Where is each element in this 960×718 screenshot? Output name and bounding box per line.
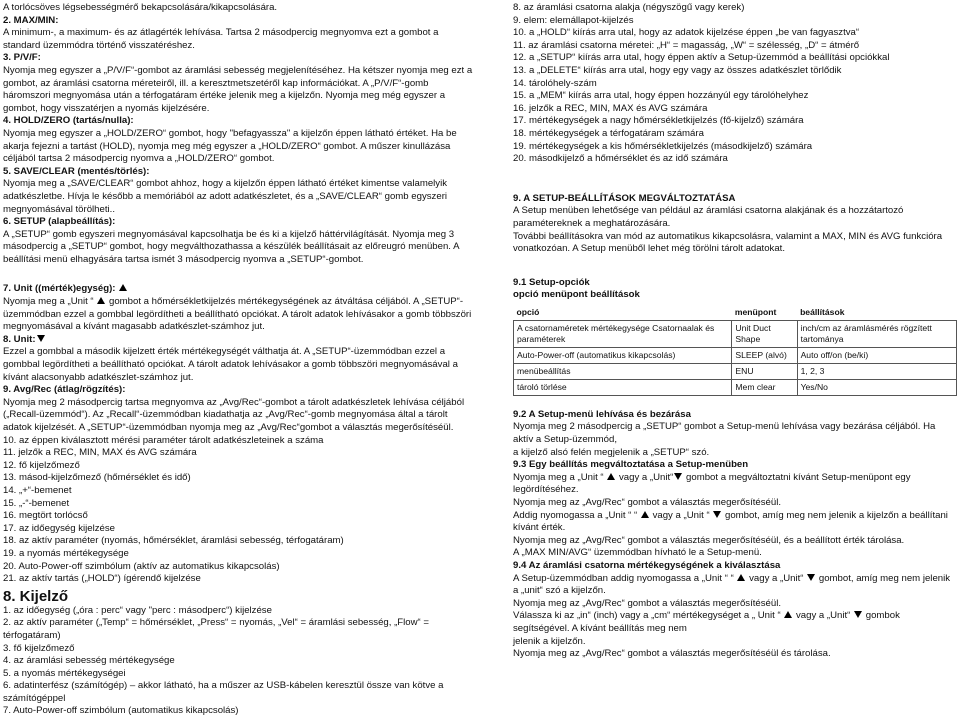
- channel-unit-step: Nyomja meg az „Avg/Rec“ gombot a választás megerősítéséül.: [513, 597, 782, 609]
- setup-change-step: A „MAX MIN/AVG“ üzemmódban hívható le a Setup-menü.: [513, 547, 762, 559]
- setup-open-close-text-2: a kijelző alsó felén megjelenik a „SETUP“ szó.: [513, 446, 710, 458]
- section-4-text: Nyomja meg egyszer a „HOLD/ZERO“ gombot, hogy "befagyassza" a kijelzőn éppen látható értéket. Ha be akarja fejezni a tartást (HOLD), nyomja meg még egyszer a „HOLD/ZERO“ gombot. A műszer kinullázása céljából tartsa 2 másodpercig nyomva a „HOLD/ZERO“ gombot.: [3, 127, 457, 165]
- setup-change-step: Addig nyomogassa a „Unit “ “ vagy a „Unit “ gombot, amíg meg nem jelenik a kijelzőn a beállítani kívánt érték.: [513, 509, 948, 534]
- triangle-down-icon: [854, 611, 862, 618]
- section-2-text: A minimum-, a maximum- és az átlagérték lehívása. Tartsa 2 másodpercig megnyomva ezt a gombot a standard üzemmódra történő visszatéréshez.: [3, 27, 439, 51]
- section-7-text: Nyomja meg a „Unit “ gombot a hőmérsékletkijelzés mértékegységének az átváltása céljából. A „SETUP“-üzemmódban ezzel a gombbal legördítheti a beállítható opciókat. A tárolt adatok lehívásakor a gomb többszöri megnyomásával a kívánt magasabb adatkészlet-számhoz jut.: [3, 296, 472, 333]
- table-header-cell: opció: [514, 303, 732, 321]
- section-2-title: 2. MAX/MIN:: [3, 14, 59, 26]
- left-column: [3, 2, 473, 718]
- channel-unit-step: jelenik a kijelzőn.: [513, 635, 586, 647]
- list-item: 16. jelzők a REC, MIN, MAX és AVG számára: [513, 102, 708, 114]
- list-item: 18. mértékegységek a térfogatáram számára: [513, 127, 704, 139]
- display-item: 4. az áramlási sebesség mértékegysége: [3, 655, 175, 667]
- section-3-title: 3. P/V/F:: [3, 52, 41, 64]
- list-item: 11. jelzők a REC, MIN, MAX és AVG számára: [3, 447, 197, 459]
- table-cell: menübeállítás: [514, 363, 732, 379]
- list-item: 19. mértékegységek a kis hőmérsékletkijelzés (másodkijelző) számára: [513, 140, 813, 152]
- list-item: 14. „+“-bemenet: [3, 484, 72, 496]
- table-cell: Auto off/on (be/ki): [797, 347, 956, 363]
- intro-text: A torlócsöves légsebességmérő bekapcsolására/kikapcsolására.: [3, 2, 278, 13]
- channel-unit-step: Nyomja meg az „Avg/Rec“ gombot a választás megerősítéséül és tárolása.: [513, 648, 831, 660]
- list-item: 11. az áramlási csatorna méretei: „H“ = magasság, „W“ = szélesség, „D“ = átmérő: [513, 39, 860, 51]
- display-item: 6. adatinterfész (számítógép) – akkor látható, ha a műszer az USB-kábelen keresztül össze van kötve a számítógéppel: [3, 680, 444, 704]
- list-item: 18. az aktív paraméter (nyomás, hőmérséklet, áramlási sebesség, térfogatáram): [3, 535, 344, 547]
- triangle-down-icon: [674, 473, 682, 480]
- setup-change-step: Nyomja meg az „Avg/Rec“ gombot a választás megerősítéséül.: [513, 497, 782, 509]
- list-item: 19. a nyomás mértékegysége: [3, 547, 129, 559]
- list-item: 17. az időegység kijelzése: [3, 522, 115, 534]
- setup-section-title: 9. A SETUP-BEÁLLÍTÁSOK MEGVÁLTOZTATÁSA: [513, 192, 736, 204]
- list-item: 17. mértékegységek a nagy hőmérsékletkijelzés (fő-kijelző) számára: [513, 115, 804, 127]
- list-item: 12. a „SETUP“ kiírás arra utal, hogy éppen aktív a Setup-üzemmód a beállítási opciókkal: [513, 52, 890, 64]
- section-5-text: Nyomja meg a „SAVE/CLEAR“ gombot ahhoz, hogy a kijelzőn éppen látható értéket kimentse valamelyik adatkészletbe. Hívja le később a memóriából az adott adatkészletet, és a „SAVE/CLEAR“ gomb egyszeri megnyomásával törölheti..: [3, 178, 448, 215]
- setup-options-table: [513, 303, 957, 396]
- table-cell: 1, 2, 3: [797, 363, 956, 379]
- setup-change-step: Nyomja meg az „Avg/Rec“ gombot a választás megerősítéséül, és a beállított érték tárolása.: [513, 534, 905, 546]
- table-cell: A csatornaméretek mértékegysége Csatornaalak és paraméterek: [514, 320, 732, 347]
- table-row: [514, 379, 957, 395]
- triangle-up-icon: [119, 284, 127, 291]
- table-header-cell: beállítások: [797, 303, 956, 321]
- section-7-title: 7. Unit ((mérték)egység):: [3, 283, 473, 296]
- list-item: 10. az éppen kiválasztott mérési paraméter tárolt adatkészleteinek a száma: [3, 434, 324, 446]
- triangle-up-icon: [607, 473, 615, 480]
- table-cell: Yes/No: [797, 379, 956, 395]
- list-item: 13. másod-kijelzőmező (hőmérséklet és idő): [3, 472, 191, 484]
- list-item: 10. a „HOLD“ kiírás arra utal, hogy az adatok kijelzése éppen „be van fagyasztva“: [513, 27, 860, 39]
- triangle-down-icon: [807, 574, 815, 581]
- section-8-text: Ezzel a gombbal a második kijelzett érték mértékegységét válthatja át. A „SETUP“-üzemmódban ezzel a gombbal legördítheti a beállítható opciókat. A tárolt adatok lehívásakor a gomb többszöri megnyomásával a kívánt alacsonyabb adatkészlet-számhoz jut.: [3, 346, 458, 383]
- section-9-title: 9. Avg/Rec (átlag/rögzítés):: [3, 384, 126, 396]
- setup-open-close-text: Nyomja meg 2 másodpercig a „SETUP“ gombot a Setup-menü lehívása vagy bezárása céljából. Ha aktív a Setup-üzemmód,: [513, 421, 936, 446]
- list-item: 16. megtört torlócső: [3, 510, 88, 522]
- table-cell: inch/cm az áramlásmérés rögzített tartománya: [797, 320, 956, 347]
- setup-intro-text-2: További beállításokra van mód az automatikus kikapcsolásra, valamint a MAX, MIN és AVG funkcióra vonatkozóan. A Setup menüből lehet még törölni tárolt adatokat.: [513, 230, 943, 255]
- section-6-text: A „SETUP“ gomb egyszeri megnyomásával kapcsolhatja be és ki a kijelző háttérvilágítását. Nyomja meg 3 másodpercig a „SETUP“ gombot, hogy megválthozathassa a készülék beállításait az előreugró menüben. A beállítási menü elhagyására tartsa ismét 3 másodpercig nyomva a „SETUP“-gombot.: [3, 228, 459, 265]
- setup-options-subtitle: opció menüpont beállítások: [513, 289, 640, 301]
- triangle-up-icon: [737, 574, 745, 581]
- table-header-cell: menüpont: [732, 303, 797, 321]
- table-cell: Mem clear: [732, 379, 797, 395]
- setup-change-step: Nyomja meg a „Unit “ vagy a „Unit“ gombot a megváltoztatni kívánt Setup-menüpont egy legördítéséhez.: [513, 471, 911, 496]
- list-item: 20. másodkijelző a hőmérséklet és az idő számára: [513, 153, 728, 165]
- list-item: 14. tárolóhely-szám: [513, 77, 597, 89]
- display-item: 3. fő kijelzőmező: [3, 642, 75, 654]
- section-3-text: Nyomja meg egyszer a „P/V/F“-gombot az áramlási sebesség megjelenítéséhez. Ha kétszer nyomja meg ezt a gombot, az áramlási csatorna méreteiről, ill. a keresztmetszetéről kap információkat. A „P/V/F“-gomb háromszori megnyomása után a térfogatáram értéke jelenik meg a kijelzőn. Nyomja meg még egyszer a gombot, hogy visszatérjen a nyomás kijelzésére.: [3, 64, 473, 114]
- channel-unit-step: A Setup-üzemmódban addig nyomogassa a „Unit “ “ vagy a „Unit“ gombot, amíg meg nem jelenik a „unit“ szó a kijelzőn.: [513, 572, 951, 597]
- list-item: 12. fő kijelzőmező: [3, 459, 80, 471]
- list-item: 21. az aktív tartás („HOLD“) ígérendő kijelzése: [3, 573, 201, 585]
- triangle-down-icon: [37, 335, 45, 342]
- setup-intro-text: A Setup menüben lehetősége van például az áramlási csatorna alakjának és a hozzátartozó paramétereknek a meghatározására.: [513, 205, 904, 229]
- table-row: [514, 320, 957, 347]
- table-header-row: [514, 303, 957, 321]
- display-item: 5. a nyomás mértékegységei: [3, 667, 126, 679]
- channel-unit-step: Válassza ki az „in“ (inch) vagy a „cm“ mértékegységet a „ Unit “ vagy a „Unit“ gombok segítségével. A kívánt beállítás meg nem: [513, 610, 900, 634]
- section-9-text: Nyomja meg 2 másodpercig tartsa megnyomva az „Avg/Rec“-gombot a tárolt adatkészletek lehívása céljából („Recall-üzemmód“). Az „Recall“-üzemmódban kiadathatja az „Avg/Rec“-gomb megnyomása által a tárolt adatok kijelzését. A „SETUP“-üzemmódban nyomja meg az „Avg/Rec“gombot a választás megerősítéséül.: [3, 396, 465, 433]
- list-item: 13. a „DELETE“ kiírás arra utal, hogy egy vagy az összes adatkészlet törlődik: [513, 64, 842, 76]
- triangle-up-icon: [641, 511, 649, 518]
- setup-options-title: 9.1 Setup-opciók: [513, 276, 590, 288]
- list-item: 20. Auto-Power-off szimbólum (aktív az automatikus kikapcsolás): [3, 560, 280, 572]
- section-5-title: 5. SAVE/CLEAR (mentés/törlés):: [3, 165, 150, 177]
- channel-unit-title: 9.4 Az áramlási csatorna mértékegységének a kiválasztása: [513, 560, 781, 571]
- table-row: [514, 363, 957, 379]
- section-6-title: 6. SETUP (alapbeállítás):: [3, 216, 116, 228]
- table-cell: Unit Duct Shape: [732, 320, 797, 347]
- list-item: 15. a „MEM“ kiírás arra utal, hogy éppen hozzányúl egy tárolóhelyhez: [513, 90, 809, 102]
- setup-change-title: 9.3 Egy beállítás megváltoztatása a Setup-menüben: [513, 459, 749, 471]
- section-4-title: 4. HOLD/ZERO (tartás/nulla):: [3, 115, 134, 127]
- table-cell: ENU: [732, 363, 797, 379]
- list-item: 8. az áramlási csatorna alakja (négyszögű vagy kerek): [513, 2, 745, 13]
- table-row: [514, 347, 957, 363]
- right-column: [513, 2, 957, 661]
- display-item: 2. az aktív paraméter („Temp“ = hőmérséklet, „Press“ = nyomás, „Vel“ = áramlási sebesség, „Flow“ = térfogatáram): [3, 617, 430, 641]
- section-heading-display: 8. Kijelző: [3, 587, 69, 605]
- display-item: 1. az időegység („óra : perc“ vagy "perc : másodperc“) kijelzése: [3, 604, 272, 616]
- triangle-up-icon: [784, 611, 792, 618]
- display-item: 7. Auto-Power-off szimbólum (automatikus kikapcsolás): [3, 705, 239, 717]
- list-item: 9. elem: elemállapot-kijelzés: [513, 14, 634, 26]
- list-item: 15. „-“-bemenet: [3, 497, 70, 509]
- setup-open-close-title: 9.2 A Setup-menü lehívása és bezárása: [513, 408, 691, 420]
- section-8-title: 8. Unit:: [3, 334, 473, 347]
- table-cell: Auto-Power-off (automatikus kikapcsolás): [514, 347, 732, 363]
- triangle-up-icon: [97, 297, 105, 304]
- table-cell: SLEEP (alvó): [732, 347, 797, 363]
- triangle-down-icon: [713, 511, 721, 518]
- table-cell: tároló törlése: [514, 379, 732, 395]
